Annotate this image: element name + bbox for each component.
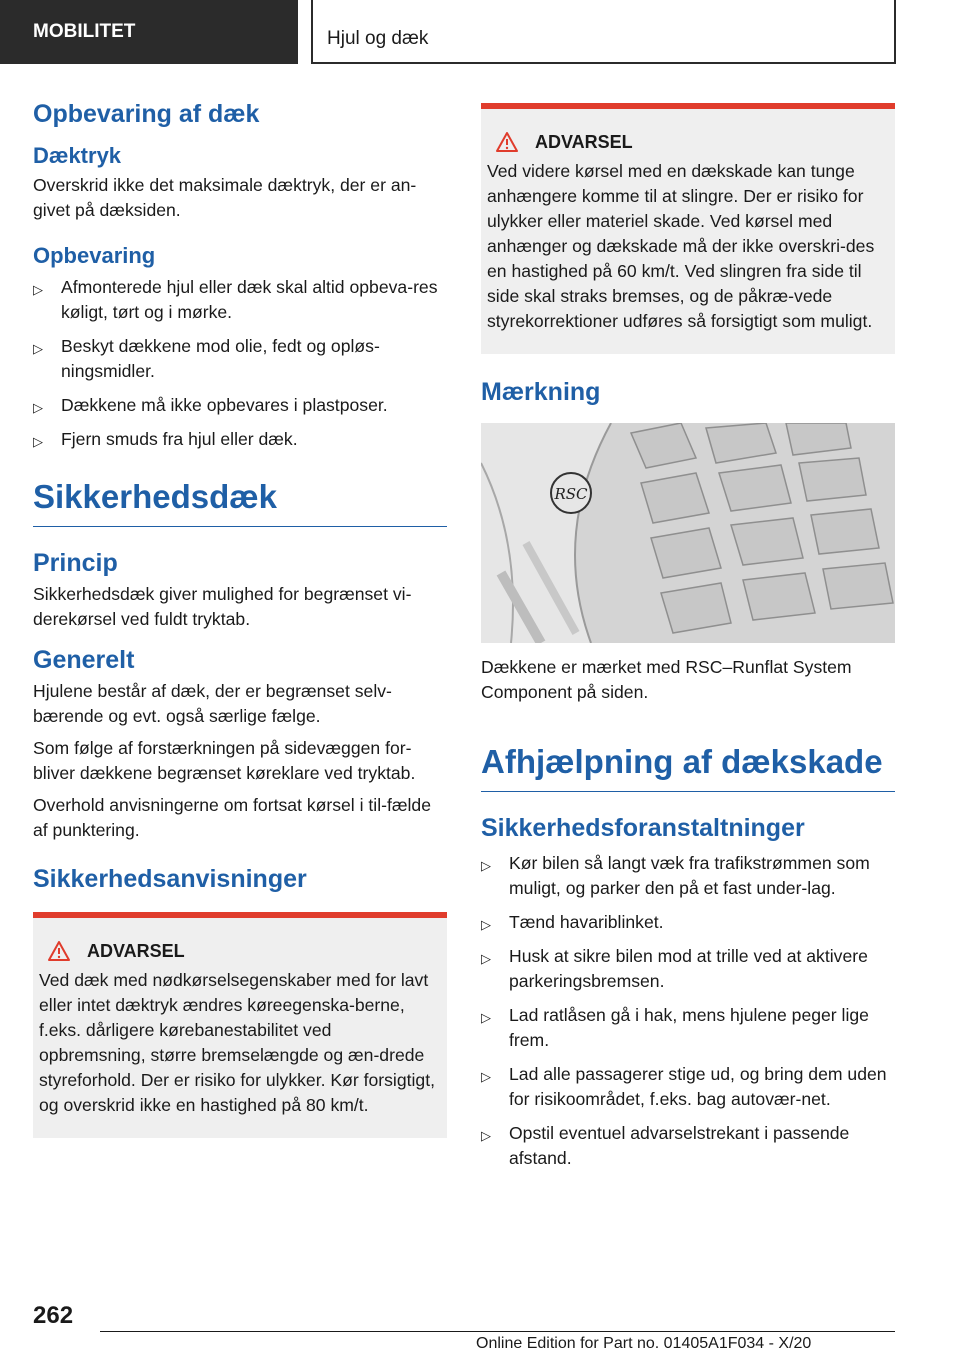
triangle-right-icon: ▷ — [481, 1069, 491, 1084]
general-text-1: Hjulene består af dæk, der er begrænset selv-bærende og evt. også særlige fælge. — [33, 681, 392, 726]
marking-title: Mærkning — [481, 378, 601, 406]
list-item: ▷ Lad ratlåsen gå i hak, mens hjulene peger lige frem. — [481, 1005, 869, 1050]
triangle-right-icon: ▷ — [481, 1128, 491, 1143]
list-item: ▷ Afmonterede hjul eller dæk skal altid opbeva-res køligt, tørt og i mørke. — [33, 277, 438, 322]
triangle-right-icon: ▷ — [33, 341, 43, 356]
right-column — [481, 103, 895, 1180]
list-item: ▷ Fjern smuds fra hjul eller dæk. — [33, 427, 447, 452]
general-title: Generelt — [33, 646, 135, 674]
general-text-2: Som følge af forstærkningen på sidevæggen for-bliver dækkene begrænset køreklare ved tryktab. — [33, 738, 416, 783]
marking-text: Dækkene er mærket med RSC–Runflat System Component på siden. — [481, 657, 852, 702]
tire-image — [481, 423, 895, 643]
triangle-right-icon: ▷ — [481, 858, 491, 873]
list-item: ▷ Kør bilen så langt væk fra trafikstrømmen som muligt, og parker den på et fast under-lag. — [481, 853, 870, 898]
rsc-tire-illustration — [481, 423, 895, 643]
warning-box — [481, 103, 895, 354]
runflat-title: Sikkerhedsdæk — [33, 478, 447, 527]
warning-label: ADVARSEL — [535, 131, 633, 152]
triangle-right-icon: ▷ — [481, 917, 491, 932]
storage-title: Opbevaring af dæk — [33, 100, 260, 128]
principle-text: Sikkerhedsdæk giver mulighed for begrænset vi-derekørsel ved fuldt tryktab. — [33, 584, 412, 629]
measures-title: Sikkerhedsforanstaltninger — [481, 814, 805, 842]
chapter-title: Hjul og dæk — [311, 0, 896, 64]
list-item: ▷ Tænd havariblinket. — [481, 910, 895, 935]
triangle-right-icon: ▷ — [33, 434, 43, 449]
edition-text: Online Edition for Part no. 01405A1F034 - X/20 — [476, 1335, 812, 1352]
triangle-right-icon: ▷ — [481, 1010, 491, 1025]
warning-text: Ved videre kørsel med en dækskade kan tunge anhængere komme til at slingre. Der er risiko for ulykker eller materiel skade. Ved kørsel med anhænger og dækskade må der ikke overskri-des en hastighed på 60 km/t. Ved slingren fra side til side skal straks bremses, og de påkræ-vede styrekorrektioner udføres så forsigtigt som muligt. — [487, 161, 875, 331]
warning-box — [33, 912, 447, 1138]
list-item: ▷ Beskyt dækkene mod olie, fedt og opløs-ningsmidler. — [33, 336, 380, 381]
list-item: ▷ Dækkene må ikke opbevares i plastposer. — [33, 393, 447, 418]
pressure-subtitle: Dæktryk — [33, 143, 122, 168]
page-number: 262 — [33, 1302, 74, 1329]
measures-list — [481, 851, 895, 1171]
warning-label: ADVARSEL — [87, 940, 185, 961]
triangle-right-icon: ▷ — [33, 282, 43, 297]
safety-title: Sikkerhedsanvisninger — [33, 865, 307, 893]
section-tab: MOBILITET — [0, 0, 298, 64]
general-text-3: Overhold anvisningerne om fortsat kørsel i til-fælde af punktering. — [33, 795, 431, 840]
list-item: ▷ Husk at sikre bilen mod at trille ved at aktivere parkeringsbremsen. — [481, 946, 868, 991]
footer-divider — [100, 1331, 895, 1332]
principle-title: Princip — [33, 549, 118, 577]
rsc-logo-text: RSC — [554, 485, 588, 503]
list-item: ▷ Opstil eventuel advarselstrekant i passende afstand. — [481, 1123, 850, 1168]
storage-list — [33, 275, 447, 452]
warning-text: Ved dæk med nødkørselsegenskaber med for lavt eller intet dæktryk ændres køreegenska-berne, f.eks. dårligere kørebanestabilitet ved opbremsning, større bremselængde og æn-drede styreforhold. Der er risiko for ulykker. Kør forsigtigt, og overskrid ikke en hastighed på 80 km/t. — [39, 970, 435, 1115]
storage-subtitle: Opbevaring — [33, 243, 156, 268]
pressure-text: Overskrid ikke det maksimale dæktryk, der er an-givet på dæksiden. — [33, 175, 417, 220]
triangle-right-icon: ▷ — [33, 400, 43, 415]
warning-triangle-icon — [47, 940, 71, 962]
triangle-right-icon: ▷ — [481, 951, 491, 966]
warning-triangle-icon — [495, 131, 519, 153]
damage-title: Afhjælpning af dækskade — [481, 743, 895, 792]
left-column — [33, 100, 447, 1138]
list-item: ▷ Lad alle passagerer stige ud, og bring dem uden for risikoområdet, f.eks. bag autovær-net. — [481, 1064, 887, 1109]
